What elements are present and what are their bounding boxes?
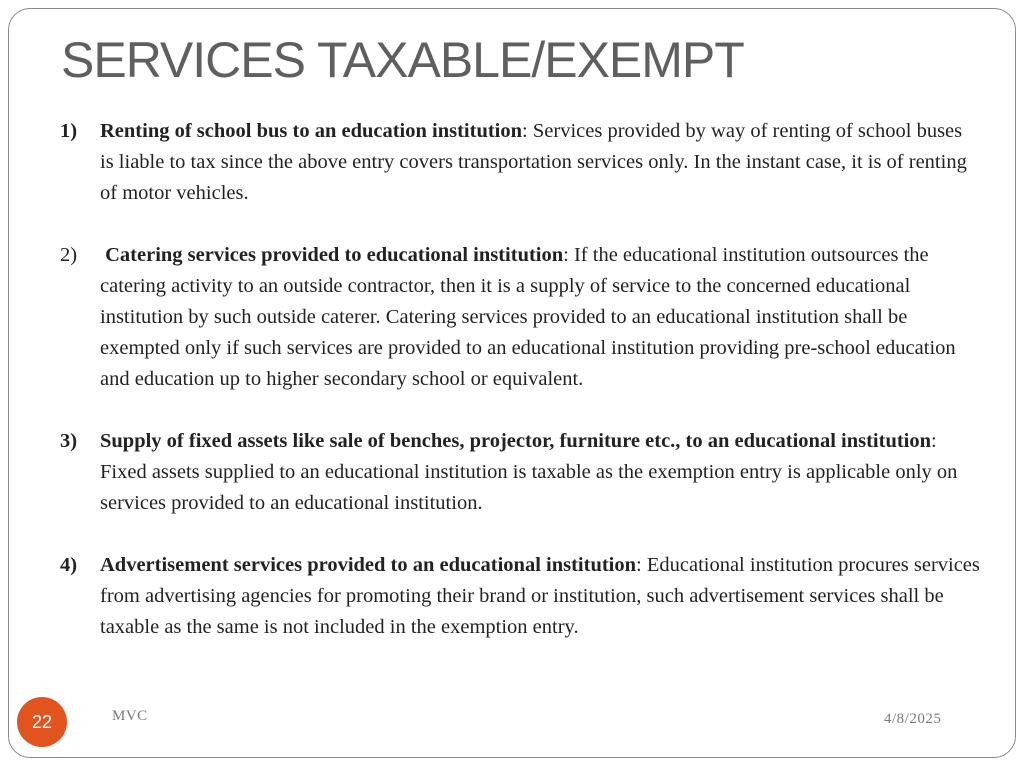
item-body: : Fixed assets supplied to an educational institution is taxable as the exemption entry is applicable only on services provided to an educational institution.: [100, 430, 958, 514]
item-body: : Services provided by way of renting of school buses is liable to tax since the above entry covers transportation services only. In the instant case, it is of renting of motor vehicles.: [100, 120, 967, 204]
list-item-2: [60, 240, 980, 395]
item-text: [100, 116, 980, 209]
item-text: [100, 550, 980, 643]
item-heading: Supply of fixed assets like sale of benches, projector, furniture etc., to an educational institution: [100, 430, 932, 452]
item-number: 1): [60, 120, 78, 142]
footer-text: MVC: [112, 708, 148, 724]
list-item-4: [60, 550, 980, 643]
item-heading: Advertisement services provided to an educational institution: [100, 554, 637, 576]
item-heading: Catering services provided to educational institution: [105, 244, 564, 266]
slide-content: [60, 116, 980, 643]
list-item-1: [60, 116, 980, 209]
item-heading: Renting of school bus to an education institution: [100, 120, 523, 142]
footer-date: 4/8/2025: [884, 711, 942, 727]
list-item-3: [60, 426, 980, 519]
slide-number-badge: 22: [17, 697, 67, 747]
item-body: : If the educational institution outsources the catering activity to an outside contractor, then it is a supply of service to the concerned educational institution by such outside caterer. Catering services provided to an educational institution shall be exempted only if such services are provided to an educational institution providing pre-school education and education up to higher secondary school or equivalent.: [100, 244, 956, 390]
slide-title: SERVICES TAXABLE/EXEMPT: [61, 32, 744, 88]
item-text: [100, 426, 980, 519]
item-number: 2): [60, 244, 78, 266]
item-text: [100, 240, 980, 395]
item-number: 4): [60, 554, 78, 576]
item-number: 3): [60, 430, 78, 452]
item-body: : Educational institution procures services from advertising agencies for promoting their brand or institution, such advertisement services shall be taxable as the same is not included in the exemption entry.: [100, 554, 980, 638]
